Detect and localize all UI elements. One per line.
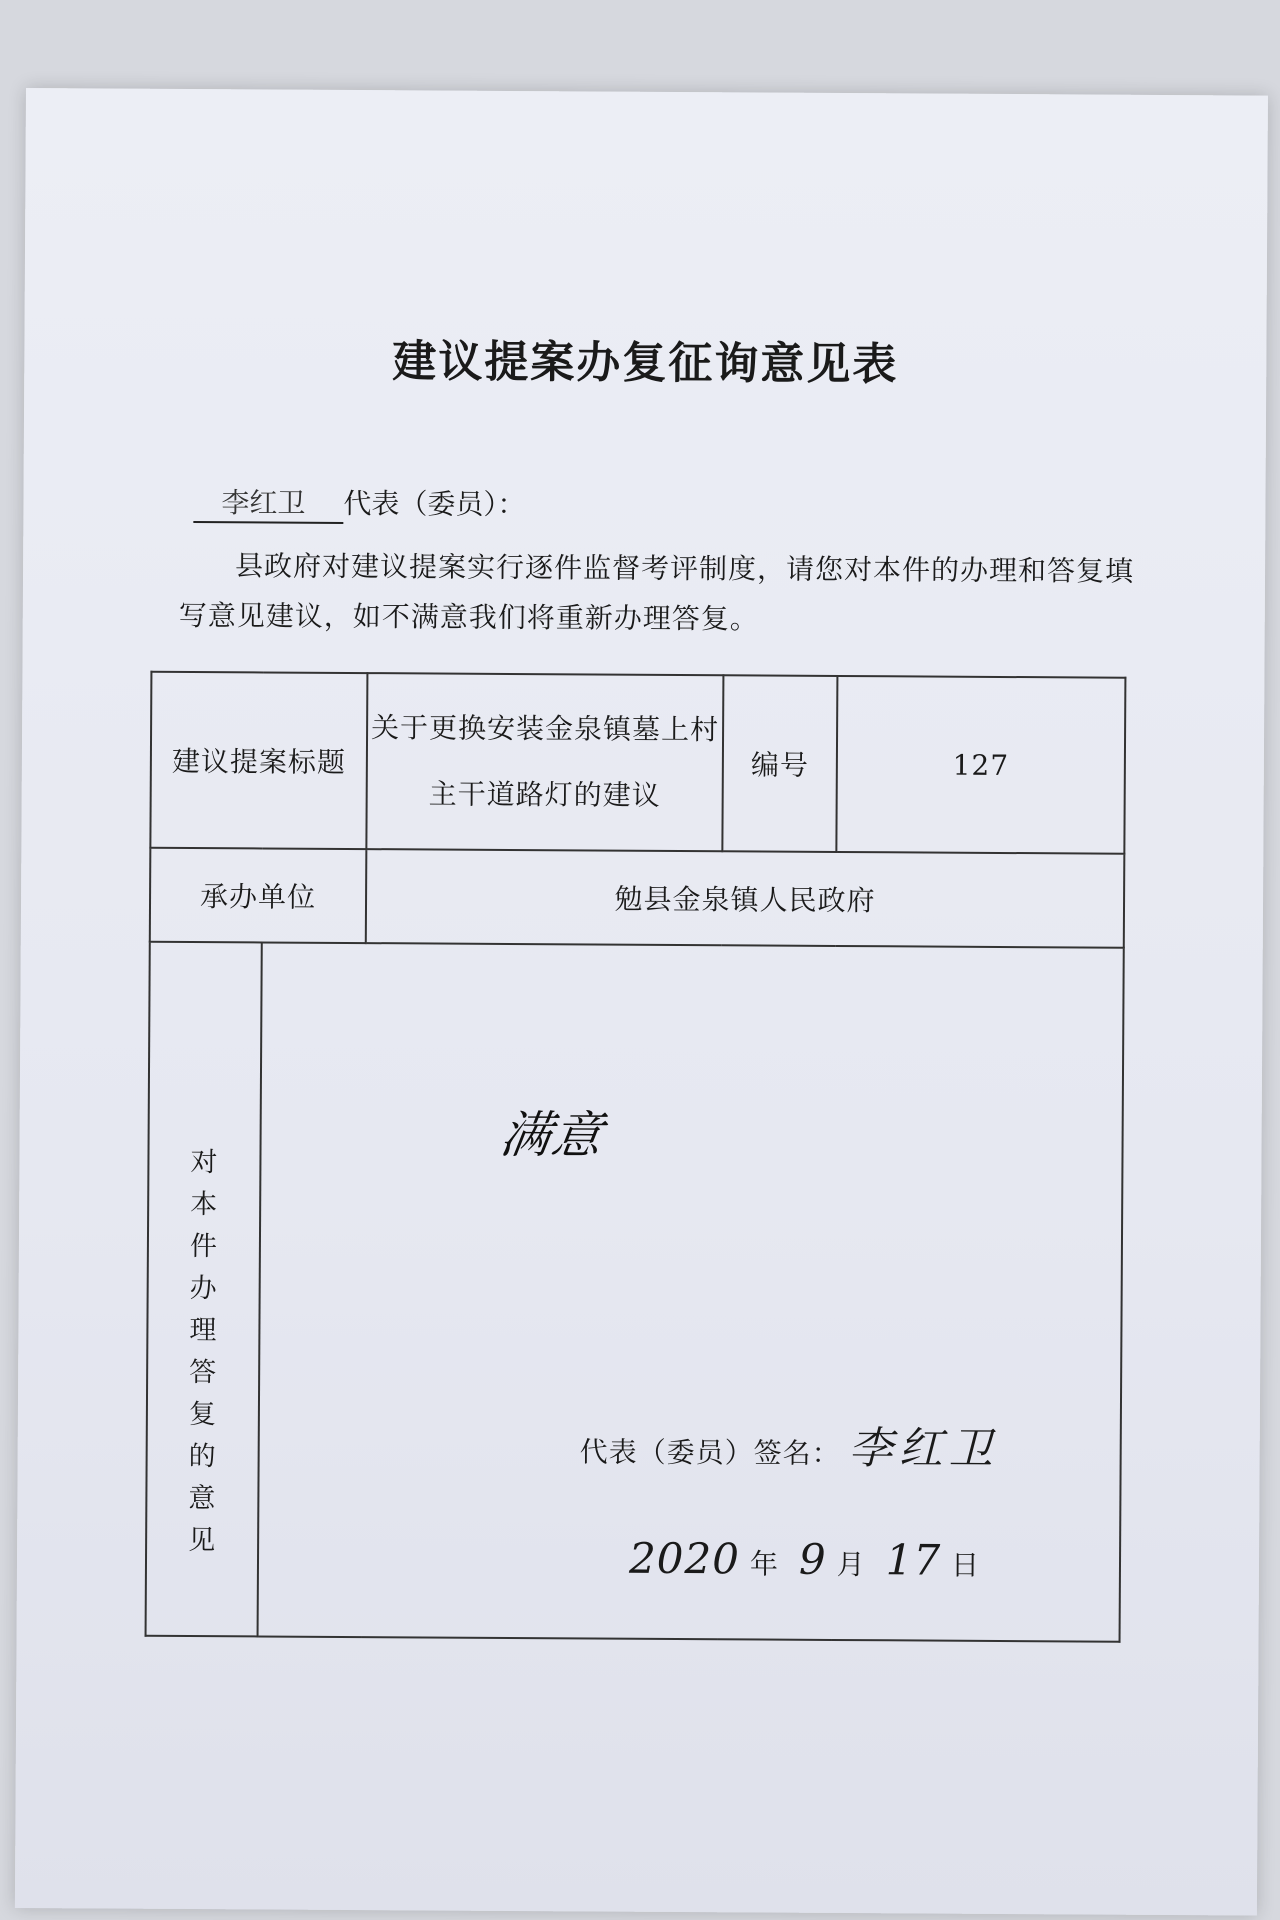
handwritten-signature: 李红卫 (848, 1423, 999, 1475)
table-row-unit (150, 848, 1125, 948)
date-year: 2020 (628, 1533, 741, 1584)
opinion-label-char: 复 (188, 1399, 217, 1431)
number-value: 127 (952, 748, 1010, 782)
date-month: 9 (798, 1534, 827, 1584)
form-title: 建议提案办复征询意见表 (392, 336, 899, 391)
opinion-label-char: 件 (189, 1231, 219, 1263)
opinion-label-char: 见 (188, 1525, 217, 1557)
number-value-cell (836, 676, 1125, 854)
opinion-label-char: 的 (188, 1441, 217, 1473)
date-month-unit: 月 (836, 1547, 866, 1582)
opinion-label (148, 1142, 259, 1563)
table-row-subject (150, 672, 1125, 854)
intro-paragraph: 县政府对建议提案实行逐件监督考评制度，请您对本件的办理和答复填写意见建议，如不满意我们将重新办理答复。 (178, 549, 1135, 636)
number-label: 编号 (750, 748, 809, 782)
representative-name: 李红卫 (193, 481, 343, 524)
opinion-value-cell (258, 942, 1124, 1641)
date-day: 17 (885, 1535, 942, 1585)
opinion-label-cell (146, 942, 262, 1637)
opinion-label-char: 理 (189, 1315, 218, 1347)
subject-label: 建议提案标题 (171, 744, 347, 779)
unit-label: 承办单位 (199, 880, 317, 914)
date-year-unit: 年 (749, 1547, 780, 1581)
date-line (629, 1534, 1000, 1585)
form-sheet (15, 88, 1268, 1916)
signature-label: 代表（委员）签名： (579, 1435, 841, 1471)
table-row-opinion (146, 942, 1124, 1642)
opinion-label-char: 答 (189, 1357, 218, 1389)
feedback-table (145, 671, 1127, 1643)
subject-label-cell (150, 672, 367, 849)
subject-value: 关于更换安装金泉镇墓上村主干道路灯的建议 (370, 711, 720, 812)
opinion-label-char: 对 (190, 1147, 219, 1179)
opinion-label-char: 本 (190, 1189, 219, 1221)
greeting-suffix: 代表（委员）： (343, 486, 526, 522)
signature-line (580, 1410, 999, 1477)
number-label-cell (722, 675, 837, 852)
opinion-label-char: 办 (189, 1273, 218, 1305)
subject-value-cell (366, 673, 723, 851)
handwritten-opinion: 满意 (496, 1105, 608, 1165)
greeting-line (193, 481, 525, 525)
unit-value: 勉县金泉镇人民政府 (614, 882, 876, 918)
unit-value-cell (366, 849, 1125, 948)
date-day-unit: 日 (951, 1548, 981, 1582)
unit-label-cell (150, 848, 367, 943)
opinion-label-char: 意 (188, 1483, 217, 1515)
